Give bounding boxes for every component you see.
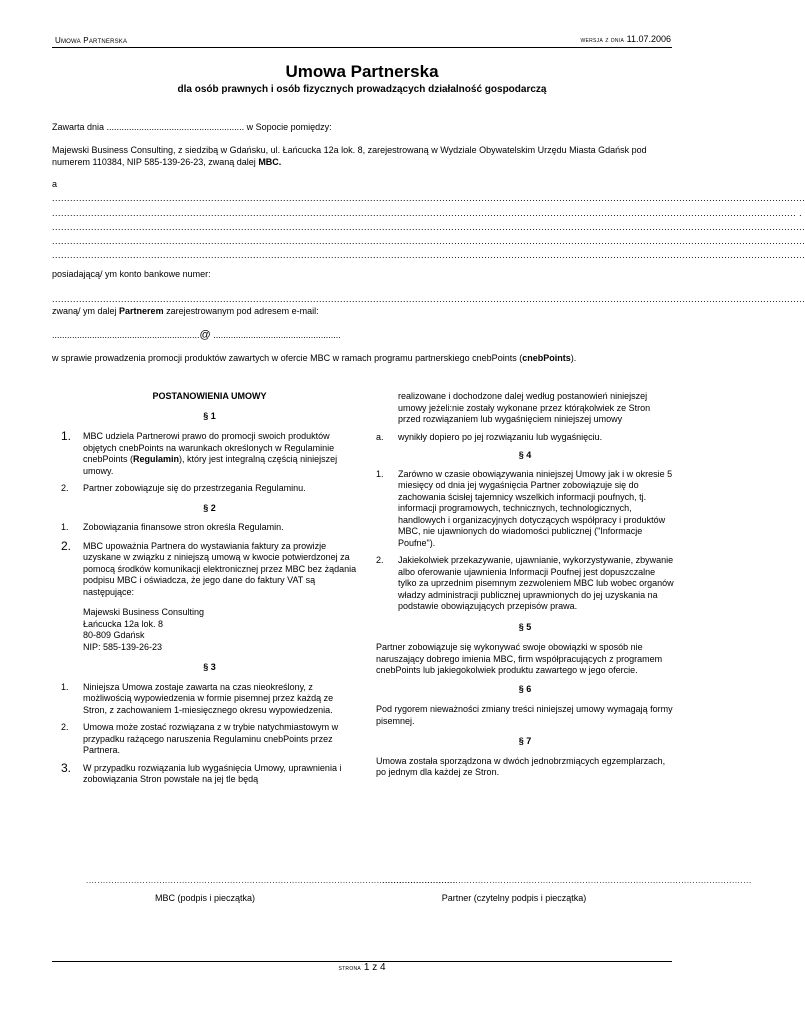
partner-bold: Partnerem [119, 306, 164, 316]
concluded-suffix: w Sopocie pomiędzy: [246, 122, 332, 132]
address-line: Majewski Business Consulting [83, 607, 205, 617]
and-word: a [52, 179, 58, 189]
header-version-date: 11.07.2006 [626, 34, 671, 44]
address-line: 80-809 Gdańsk [83, 630, 145, 640]
item-number: 1. [61, 522, 69, 532]
section-3-continuation: realizowane i dochodzone dalej według postanowień niniejszej umowy jeżeli:nie zostały wykonane przez którąkolwiek ze Stron przed rozwiązaniem lub wygaśnięciem niniejszej umowy [398, 391, 651, 424]
section-3-item-2 [61, 722, 358, 757]
section-6-heading: § 6 [518, 683, 532, 694]
section-1-item-1 [61, 431, 358, 477]
regulamin-bold: Regulamin [133, 454, 180, 464]
item-text-pre: MBC udziela Partnerowi prawo do promocji swoich produktów objętych cnebPoints na warunkach określonych w Regulaminie cnebPoints ( [83, 431, 335, 464]
mbc-short-name: MBC. [258, 157, 282, 167]
concerning-line [52, 352, 672, 364]
section-3-heading: § 3 [203, 662, 216, 672]
section-7-text: Umowa została sporządzona w dwóch jednobrzmiących egzemplarzach, po jednym dla każdej ze Stron. [376, 755, 666, 777]
provisions-heading: POSTANOWIENIA UMOWY [152, 391, 267, 401]
item-text: Niniejsza Umowa zostaje zawarta na czas nieokreślony, z możliwością wypowiedzenia w formie pisemnej przez każdą ze Stron, z zachowaniem 1-miesięcznego okresu wypowiedzenia. [83, 681, 334, 715]
mbc-party [52, 144, 672, 168]
header-version-label: wersja z dnia [580, 37, 625, 44]
item-text [83, 431, 358, 477]
section-7-heading: § 7 [518, 736, 532, 746]
mbc-invoice-address [61, 607, 358, 653]
header-version [580, 34, 671, 44]
page-counter: 1 z 4 [363, 962, 386, 973]
item-number: 2. [61, 722, 69, 732]
concerning-suffix: ). [570, 353, 577, 363]
item-text: Partner zobowiązuje się do przestrzegania Regulaminu. [83, 483, 306, 493]
section-3-item-a [376, 432, 674, 444]
item-text: MBC upoważnia Partnera do wystawiania faktury za prowizje uzyskane w związku z niniejszą umową w kwocie potwierdzonej za pomocą środków komunikacji elektronicznej przez MBC bez żądania podpisu MBC i oświadcza, że jego dane do faktury VAT są następujące: [83, 540, 357, 597]
concluded-prefix: Zawarta dnia [52, 122, 105, 132]
item-number: 2. [376, 555, 384, 565]
section-2-heading: § 2 [203, 502, 216, 513]
item-text-post: ), który jest integralną częścią niniejszej umowy. [83, 454, 338, 476]
account-label: posiadającą/ ym konto bankowe numer: [52, 269, 211, 279]
account-number-line: ........................................................................................................................................................................................................................................................... [52, 294, 805, 304]
section-2-item-1 [61, 522, 358, 534]
page-number [0, 962, 724, 973]
item-text: wynikły dopiero po jej rozwiązaniu lub wygaśnięciu. [398, 431, 603, 442]
left-column [61, 391, 358, 786]
section-3-item-3 [61, 760, 358, 786]
concluded-line [52, 121, 672, 133]
partner-data-line-5: ........................................................................................................................................................................................................................................................... [52, 250, 805, 260]
partner-data-line-3: ........................................................................................................................................................................................................................................................... [52, 222, 805, 232]
email-at: @ [199, 329, 211, 341]
item-number: 2. [61, 538, 72, 553]
section-2-item-2 [61, 538, 358, 599]
address-line: Łańcucka 12a lok. 8 [83, 618, 164, 629]
partner-signature-label: Partner (czytelny podpis i pieczątka) [441, 893, 587, 903]
item-number: 1. [376, 468, 384, 479]
concluded-date-field: ....................................................... [106, 122, 245, 132]
page-title: Umowa Partnerska [285, 62, 439, 81]
item-text: Jakiekolwiek przekazywanie, ujawnianie, wykorzystywanie, zbywanie albo oferowanie ujawnienia Informacji Poufnej jest dopuszczalne tylko za uprzednim pisemnym zezwoleniem MBC lub wobec organów władzy administracji publicznej uprawnionych do jej uzyskania na podstawie obowiązujących przepisów prawa. [398, 555, 674, 611]
section-6-text: Pod rygorem nieważności zmiany treści niniejszej umowy wymagają formy pisemnej. [376, 704, 673, 726]
section-4-item-2 [376, 555, 674, 613]
partner-suffix: zarejestrowanym pod adresem e-mail: [166, 306, 319, 316]
item-text: Zobowiązania finansowe stron określa Regulamin. [83, 522, 284, 532]
email-dots-right: ................................................... [213, 330, 341, 340]
partner-data-line-2: ........................................................................................................................................................................................................................................................ . [52, 208, 803, 218]
mbc-party-text: Majewski Business Consulting, z siedzibą w Gdańsku, ul. Łańcucka 12a lok. 8, zarejestrowaną w Wydziale Obywatelskim Urzędu Miasta Gdańsk pod numerem 110384, NIP 585-139-26-23, zwaną dalej [52, 145, 647, 167]
mbc-signature-line: ................................................................................................................................... [86, 876, 456, 885]
item-text: W przypadku rozwiązania lub wygaśnięcia Umowy, uprawnienia i zobowiązania Stron powstałe na jej tle będą [83, 762, 342, 784]
mbc-signature-label: MBC (podpis i pieczątka) [154, 893, 256, 903]
concerning-prefix: w sprawie prowadzenia promocji produktów zawartych w ofercie MBC w ramach programu partnerskiego cnebPoints ( [52, 353, 523, 363]
header-document-name: Umowa Partnerska [55, 36, 128, 45]
section-4-item-1 [376, 469, 674, 550]
item-letter: a. [376, 431, 384, 442]
partner-data-line-4: ........................................................................................................................................................................................................................................................... [52, 236, 805, 246]
section-1-item-2 [61, 483, 358, 495]
item-text: Umowa może zostać rozwiązana z w trybie natychmiastowym w przypadku rażącego naruszenia Regulaminu cnebPoints przez Partnera. [83, 722, 339, 755]
section-4-heading: § 4 [518, 450, 532, 460]
section-5-heading: § 5 [518, 621, 532, 632]
concerning-bold: cnebPoints [522, 353, 571, 363]
item-number: 1. [61, 429, 72, 443]
partner-data-line-1: ........................................................................................................................................................................................................................................................... [52, 193, 805, 203]
page-label: strona [338, 965, 362, 972]
section-1-heading: § 1 [203, 410, 216, 421]
email-line [52, 329, 672, 341]
partner-signature-line: ................................................................................................................................... [382, 876, 752, 885]
section-5-text: Partner zobowiązuje się wykonywać swoje obowiązki w sposób nie naruszający dobrego imienia MBC, firm współpracujących z programem cnebPoints lub jakiegokolwiek produktu zawartego w jego ofercie. [376, 642, 663, 675]
item-number: 3. [61, 760, 72, 775]
page-subtitle: dla osób prawnych i osób fizycznych prowadzących działalność gospodarczą [177, 84, 547, 95]
item-number: 2. [61, 483, 69, 493]
right-column [376, 391, 674, 779]
partner-definition [52, 305, 672, 317]
address-line: NIP: 585-139-26-23 [83, 641, 163, 652]
item-number: 1. [61, 681, 69, 692]
partner-prefix: zwaną/ ym dalej [52, 306, 117, 316]
email-dots-left: ........................................................... [52, 330, 200, 340]
item-text: Zarówno w czasie obowiązywania niniejszej Umowy jak i w okresie 5 miesięcy od dnia jej wygaśnięcia Partner zobowiązuje się do zachowania ścisłej tajemnicy wszelkich informacji poufnych, tj. informacji programowych, technicznych, technologicznych, handlowych i organizacyjnych dotyczących współpracy i produktów MBC, nie ujawnionych do wiadomości publicznej ("Informacje Poufne"). [398, 468, 673, 548]
header-rule [52, 47, 672, 48]
section-3-item-1 [61, 682, 358, 717]
